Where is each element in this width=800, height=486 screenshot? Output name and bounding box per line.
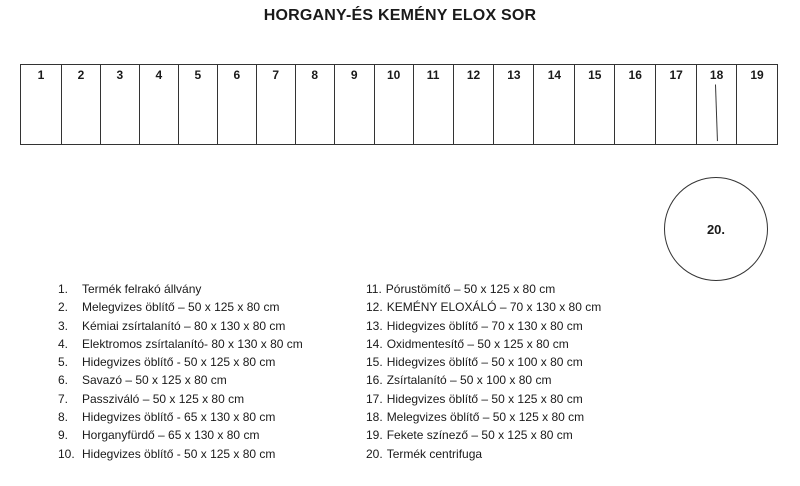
legend-item [58,298,303,316]
tank-7 [257,65,296,144]
tank-number: 10 [386,68,401,82]
centrifuge-label: 20. [706,221,726,237]
legend-item [366,353,601,371]
legend-index: 14. [366,336,383,351]
tank-number: 13 [507,68,521,82]
legend-item [366,298,601,316]
diagram-title: HORGANY-ÉS KEMÉNY ELOX SOR [263,7,537,24]
legend-item [58,353,303,371]
legend-item [366,445,601,463]
legend-text: Hidegvizes öblítő – 70 x 130 x 80 cm [386,318,583,333]
legend-text: Hidegvizes öblítő - 65 x 130 x 80 cm [82,410,276,425]
legend-text: Passziváló – 50 x 125 x 80 cm [82,391,245,406]
tank-number: 14 [547,68,562,82]
legend-item [366,335,601,353]
legend-text: Elektromos zsírtalanító- 80 x 130 x 80 cm [82,336,303,351]
tank-number: 16 [628,68,642,82]
legend-text: Oxidmentesítő – 50 x 125 x 80 cm [386,336,569,351]
legend-index: 7. [58,391,69,406]
tank-15 [575,65,615,144]
legend-index: 9. [58,428,69,443]
tank-1 [21,65,62,144]
legend-index: 8. [58,410,69,425]
tank-number: 4 [155,68,163,82]
legend-text: Melegvizes öblítő – 50 x 125 x 80 cm [386,410,585,425]
legend-item [58,426,303,444]
legend-text: Hidegvizes öblítő - 50 x 125 x 80 cm [82,446,276,461]
legend-item [58,280,303,298]
tank-12 [454,65,495,144]
tank-number: 5 [194,68,202,82]
tank-14 [534,65,575,144]
tank-9 [335,65,375,144]
legend-text: Horganyfürdő – 65 x 130 x 80 cm [82,428,260,443]
legend-text: Savazó – 50 x 125 x 80 cm [82,373,227,388]
legend-text: Termék centrifuga [386,446,483,461]
legend-left [58,280,303,463]
legend-text: Hidegvizes öblítő – 50 x 125 x 80 cm [386,391,583,406]
legend-item [366,390,601,408]
legend-index: 1. [58,282,69,296]
legend-index: 6. [58,373,69,388]
legend-index: 17. [366,391,383,406]
tank-16 [615,65,656,144]
tank-number: 2 [77,68,85,82]
legend-text: Kémiai zsírtalanító – 80 x 130 x 80 cm [82,318,286,333]
tank-19 [737,65,777,144]
centrifuge-circle [664,177,768,281]
tank-4 [140,65,179,144]
legend-item [366,426,601,444]
tank-number: 15 [588,68,602,82]
legend-text: Melegvizes öblítő – 50 x 125 x 80 cm [82,300,280,315]
tank-6 [218,65,257,144]
legend-text: Pórustömítő – 50 x 125 x 80 cm [385,282,556,296]
tank-5 [179,65,218,144]
legend-item [58,445,303,463]
tank-11 [414,65,454,144]
legend-item [366,280,601,298]
tank-row [20,64,778,145]
legend-item [366,371,601,389]
legend-item [58,317,303,335]
legend-index: 11. [366,282,382,296]
legend-index: 13. [366,318,383,333]
legend-index: 18. [366,410,383,425]
tank-number: 11 [426,68,440,82]
tank-number: 17 [669,68,683,82]
tank-13 [494,65,534,144]
tank-number: 3 [116,68,124,82]
legend-text: Fekete színező – 50 x 125 x 80 cm [386,428,573,443]
tank-2 [62,65,101,144]
tank-17 [656,65,697,144]
legend-index: 20. [366,446,383,461]
tank-number: 1 [37,68,45,82]
legend-index: 10. [58,446,75,461]
legend-right [366,280,601,463]
tank-number: 18 [709,68,724,82]
legend-item [58,390,303,408]
legend-item [366,408,601,426]
legend-item [58,408,303,426]
tank-number: 19 [750,68,764,82]
tank-number: 8 [311,68,319,82]
legend-text: Hidegvizes öblítő – 50 x 100 x 80 cm [386,355,583,370]
tank-number: 6 [233,68,241,82]
legend-index: 16. [366,373,383,388]
legend-item [58,371,303,389]
tank-8 [296,65,335,144]
legend-text: KEMÉNY ELOXÁLÓ – 70 x 130 x 80 cm [386,300,602,315]
legend-text: Zsírtalanító – 50 x 100 x 80 cm [386,373,552,388]
legend-index: 3. [58,318,69,333]
tank-number: 7 [272,68,280,82]
tank-3 [101,65,140,144]
legend-index: 12. [366,300,383,315]
legend-item [58,335,303,353]
legend-text: Hidegvizes öblítő - 50 x 125 x 80 cm [82,355,276,370]
legend-index: 5. [58,355,69,370]
legend-item [366,317,601,335]
tank-10 [375,65,414,144]
legend-text: Termék felrakó állvány [82,282,202,296]
legend-index: 15. [366,355,383,370]
legend-index: 19. [366,428,383,443]
tank-number: 12 [466,68,481,82]
legend-index: 2. [58,300,69,315]
tank-18 [697,65,737,144]
legend-index: 4. [58,336,69,351]
tank-number: 9 [350,68,358,82]
